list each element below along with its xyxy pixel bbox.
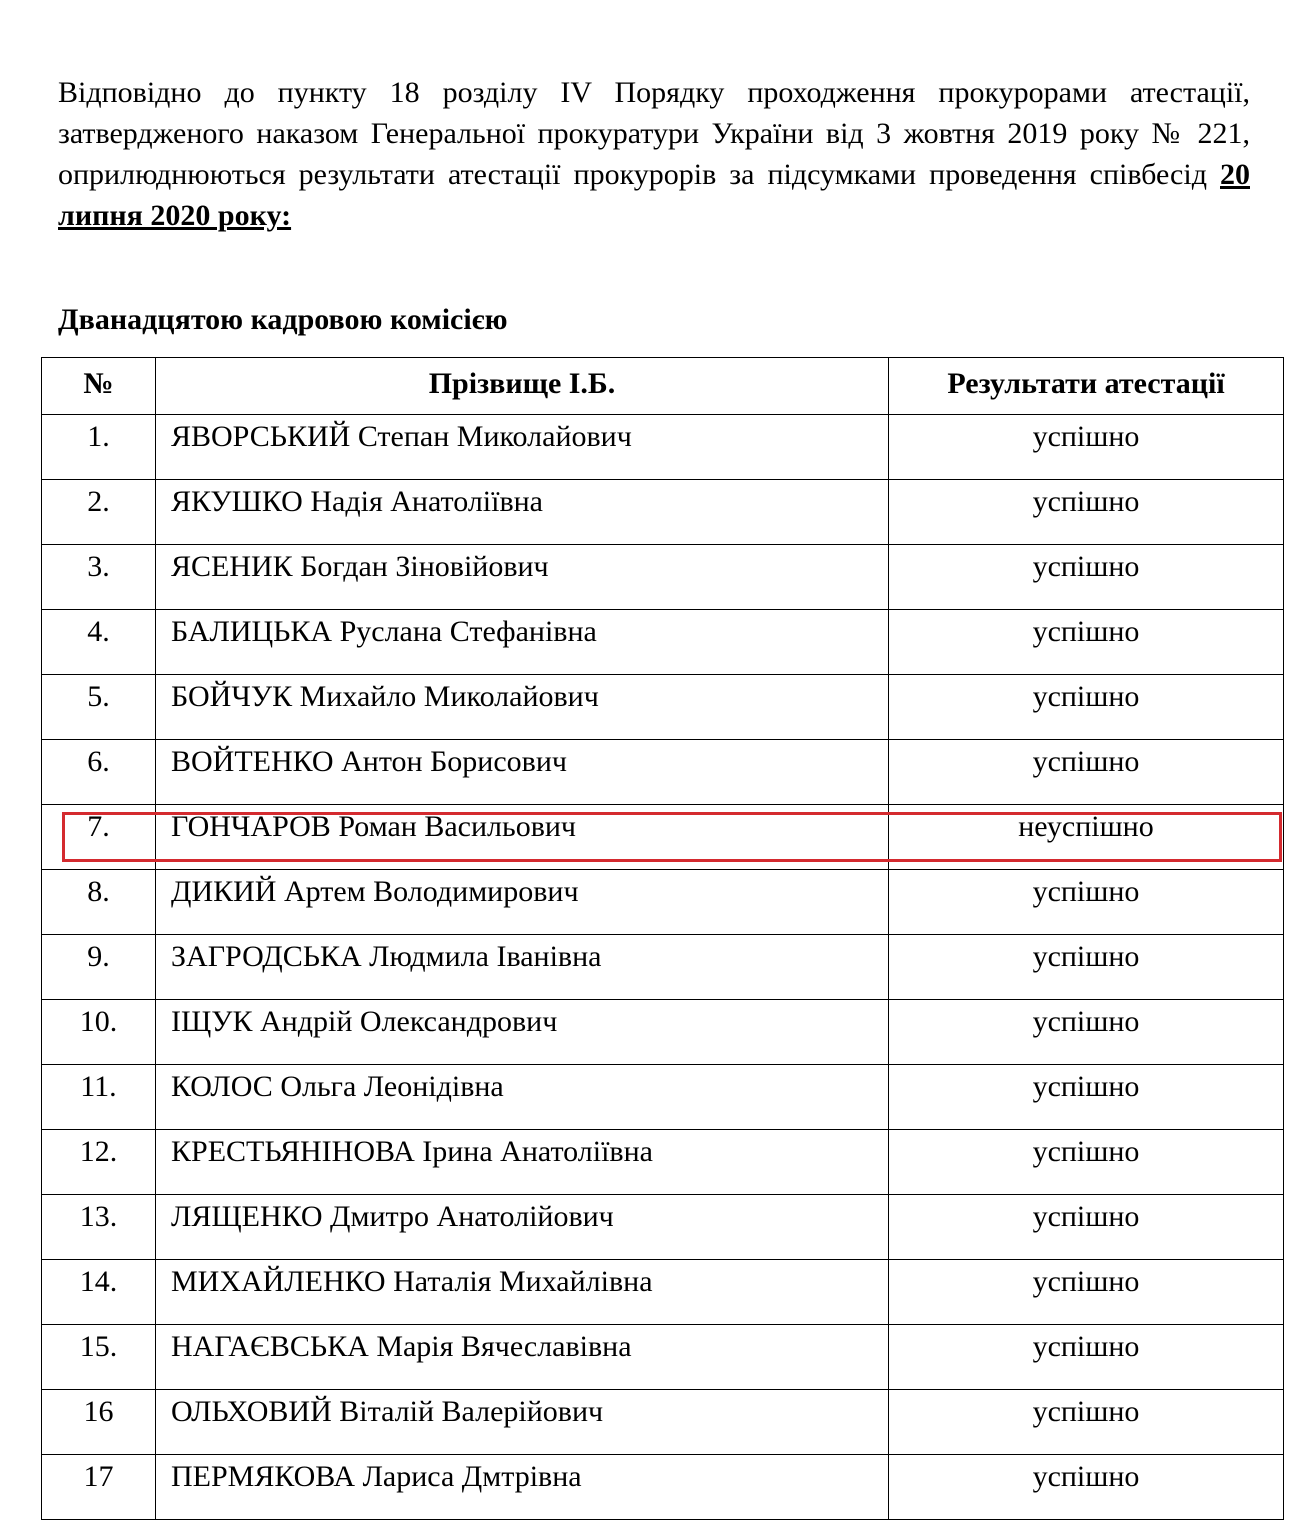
surname: КОЛОС xyxy=(171,1070,273,1103)
surname: КРЕСТЬЯНІНОВА xyxy=(171,1135,415,1168)
row-number: 2. xyxy=(42,480,156,545)
prosecutor-name xyxy=(156,1065,889,1130)
row-number: 3. xyxy=(42,545,156,610)
attestation-result: успішно xyxy=(889,1130,1284,1195)
prosecutor-name xyxy=(156,480,889,545)
surname: ГОНЧАРОВ xyxy=(171,810,331,843)
table-body xyxy=(42,415,1284,1520)
prosecutor-name xyxy=(156,805,889,870)
surname: ОЛЬХОВИЙ xyxy=(171,1395,332,1428)
attestation-result: успішно xyxy=(889,675,1284,740)
prosecutor-name xyxy=(156,1000,889,1065)
row-number: 4. xyxy=(42,610,156,675)
surname: БАЛИЦЬКА xyxy=(171,615,333,648)
given-names: Артем Володимирович xyxy=(283,875,579,908)
table-row xyxy=(42,870,1284,935)
table-row xyxy=(42,415,1284,480)
row-number: 16 xyxy=(42,1390,156,1455)
given-names: Михайло Миколайович xyxy=(299,680,599,713)
prosecutor-name xyxy=(156,1325,889,1390)
attestation-result: успішно xyxy=(889,1260,1284,1325)
prosecutor-name xyxy=(156,675,889,740)
surname: МИХАЙЛЕНКО xyxy=(171,1265,386,1298)
surname: ЗАГРОДСЬКА xyxy=(171,940,362,973)
interview-date: 20 липня 2020 року: xyxy=(58,158,1250,232)
attestation-result: успішно xyxy=(889,415,1284,480)
attestation-result: успішно xyxy=(889,935,1284,1000)
given-names: Богдан Зіновійович xyxy=(300,550,549,583)
attestation-result: успішно xyxy=(889,1000,1284,1065)
prosecutor-name xyxy=(156,935,889,1000)
given-names: Роман Васильович xyxy=(338,810,576,843)
table-row xyxy=(42,1000,1284,1065)
table-row xyxy=(42,675,1284,740)
row-number: 12. xyxy=(42,1130,156,1195)
surname: ЯКУШКО xyxy=(171,485,303,518)
table-row xyxy=(42,1260,1284,1325)
attestation-result: успішно xyxy=(889,1390,1284,1455)
table-row xyxy=(42,545,1284,610)
surname: ЯСЕНИК xyxy=(171,550,293,583)
prosecutor-name xyxy=(156,545,889,610)
row-number: 5. xyxy=(42,675,156,740)
table-row xyxy=(42,935,1284,1000)
prosecutor-name xyxy=(156,740,889,805)
prosecutor-name xyxy=(156,415,889,480)
attestation-result: успішно xyxy=(889,545,1284,610)
table-row xyxy=(42,1195,1284,1260)
prosecutor-name xyxy=(156,610,889,675)
surname: ДИКИЙ xyxy=(171,875,277,908)
row-number: 11. xyxy=(42,1065,156,1130)
surname: ІЩУК xyxy=(171,1005,253,1038)
attestation-result: успішно xyxy=(889,1195,1284,1260)
table-row xyxy=(42,1455,1284,1520)
surname: ВОЙТЕНКО xyxy=(171,745,334,778)
attestation-result: успішно xyxy=(889,870,1284,935)
given-names: Наталія Михайлівна xyxy=(393,1265,653,1298)
prosecutor-name xyxy=(156,1455,889,1520)
commission-heading: Дванадцятою кадровою комісією xyxy=(58,303,508,336)
table-row xyxy=(42,805,1284,870)
intro-paragraph xyxy=(58,72,1250,236)
attestation-result: успішно xyxy=(889,1325,1284,1390)
prosecutor-name xyxy=(156,870,889,935)
row-number: 8. xyxy=(42,870,156,935)
attestation-result: успішно xyxy=(889,480,1284,545)
name-column-header: Прізвище І.Б. xyxy=(156,358,889,415)
surname: ЛЯЩЕНКО xyxy=(171,1200,323,1233)
row-number: 15. xyxy=(42,1325,156,1390)
table-row xyxy=(42,1325,1284,1390)
given-names: Антон Борисович xyxy=(341,745,567,778)
surname: БОЙЧУК xyxy=(171,680,293,713)
table-row xyxy=(42,1390,1284,1455)
prosecutor-name xyxy=(156,1130,889,1195)
attestation-result: успішно xyxy=(889,1455,1284,1520)
surname: ЯВОРСЬКИЙ xyxy=(171,420,351,453)
prosecutor-name xyxy=(156,1195,889,1260)
attestation-results-table xyxy=(41,357,1284,1520)
row-number: 7. xyxy=(42,805,156,870)
row-number: 17 xyxy=(42,1455,156,1520)
table-header-row xyxy=(42,358,1284,415)
given-names: Ольга Леонідівна xyxy=(280,1070,504,1103)
given-names: Лариса Дмтрівна xyxy=(362,1460,582,1493)
prosecutor-name xyxy=(156,1260,889,1325)
given-names: Ірина Анатоліївна xyxy=(422,1135,653,1168)
row-number: 6. xyxy=(42,740,156,805)
table-row xyxy=(42,1130,1284,1195)
row-number: 10. xyxy=(42,1000,156,1065)
attestation-result: успішно xyxy=(889,740,1284,805)
row-number: 9. xyxy=(42,935,156,1000)
row-number: 1. xyxy=(42,415,156,480)
given-names: Степан Миколайович xyxy=(357,420,632,453)
table-row xyxy=(42,740,1284,805)
number-column-header: № xyxy=(42,358,156,415)
table-row xyxy=(42,610,1284,675)
surname: НАГАЄВСЬКА xyxy=(171,1330,369,1363)
surname: ПЕРМЯКОВА xyxy=(171,1460,356,1493)
given-names: Віталій Валерійович xyxy=(339,1395,604,1428)
attestation-result: успішно xyxy=(889,610,1284,675)
given-names: Марія Вячеславівна xyxy=(376,1330,632,1363)
given-names: Дмитро Анатолійович xyxy=(330,1200,614,1233)
attestation-result: неуспішно xyxy=(889,805,1284,870)
table-row xyxy=(42,480,1284,545)
result-column-header: Результати атестації xyxy=(889,358,1284,415)
given-names: Надія Анатоліївна xyxy=(310,485,543,518)
intro-text: Відповідно до пункту 18 розділу IV Порядку проходження прокурорами атестації, затвердженого наказом Генеральної прокуратури України від 3 жовтня 2019 року № 221, оприлюднюються результати атестації прокурорів за підсумками проведення співбесід xyxy=(58,76,1250,191)
given-names: Людмила Іванівна xyxy=(369,940,602,973)
attestation-result: успішно xyxy=(889,1065,1284,1130)
prosecutor-name xyxy=(156,1390,889,1455)
given-names: Андрій Олександрович xyxy=(260,1005,558,1038)
row-number: 14. xyxy=(42,1260,156,1325)
row-number: 13. xyxy=(42,1195,156,1260)
given-names: Руслана Стефанівна xyxy=(339,615,597,648)
table-row xyxy=(42,1065,1284,1130)
